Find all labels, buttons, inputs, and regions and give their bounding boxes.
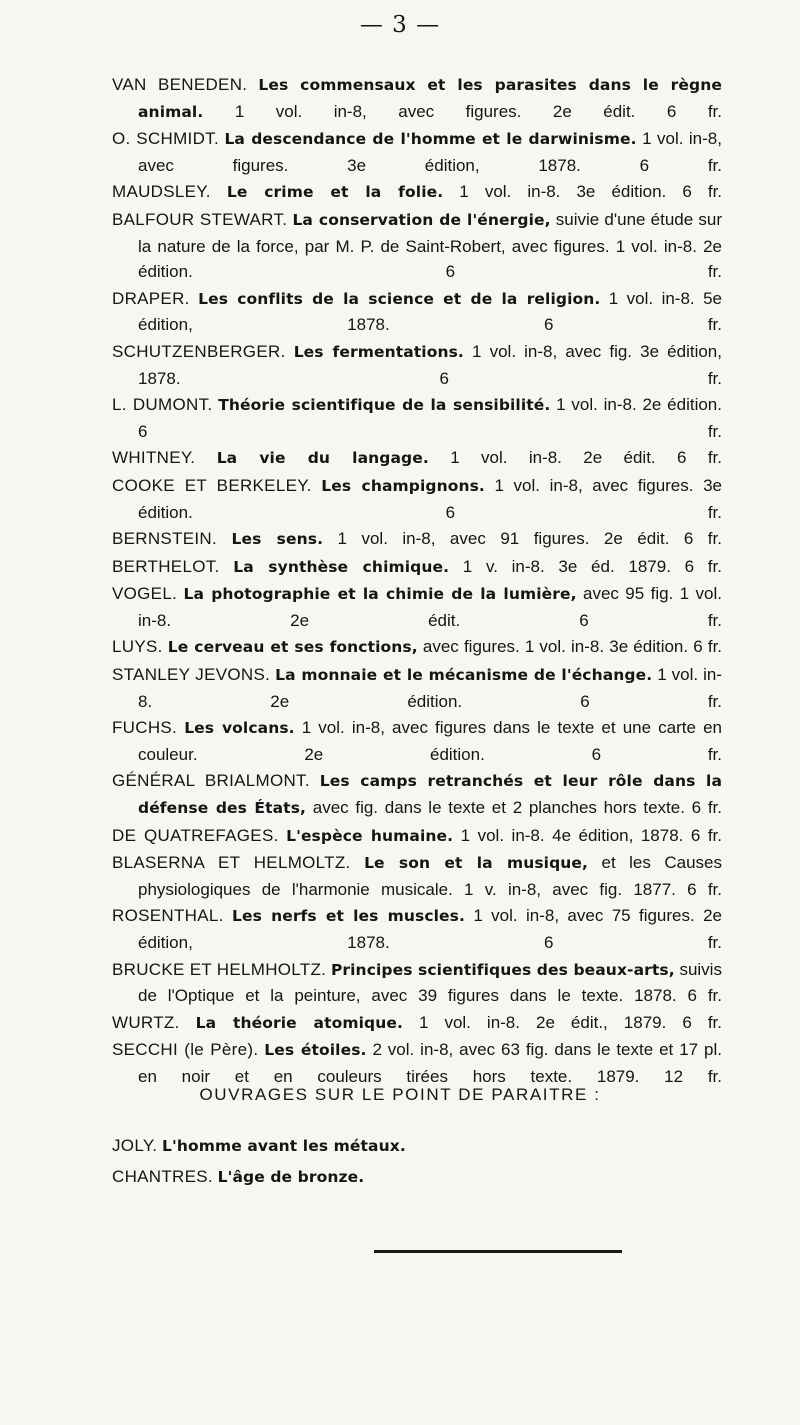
entry-author: BALFOUR STEWART.: [112, 209, 288, 229]
page-number: — 3 —: [359, 12, 441, 38]
catalog-entry: [112, 823, 722, 850]
catalog-entry: [112, 392, 722, 444]
catalog-entry: [112, 662, 722, 714]
entry-title: L'espèce humaine.: [286, 826, 454, 845]
entry-title: L'homme avant les métaux.: [162, 1137, 406, 1155]
end-rule: [374, 1250, 622, 1253]
catalog-entry: [112, 72, 722, 125]
entry-title: Les volcans.: [184, 719, 295, 738]
entry-details: 1 vol. in-8, avec 75 figures. 2e édition, 1878. 6 fr.: [138, 906, 722, 952]
catalog-entry: [112, 179, 722, 206]
entry-title: Les camps retranchés et leur rôle dans la défense des États,: [138, 772, 723, 818]
entry-author: MAUDSLEY.: [112, 182, 211, 202]
entry-author: VAN BENEDEN.: [112, 75, 248, 94]
entry-details: 1 vol. in-8, avec figures dans le texte et une carte en couleur. 2e édition. 6 fr.: [138, 718, 722, 764]
entry-title: La photographie et la chimie de la lumière,: [183, 585, 577, 604]
catalog-entry: [112, 473, 722, 525]
forthcoming-entry: [112, 1133, 722, 1160]
entry-author: LUYS.: [112, 637, 163, 657]
entry-author: WHITNEY.: [112, 448, 196, 468]
forthcoming-list: [112, 1133, 722, 1194]
entry-title: La synthèse chimique.: [233, 557, 450, 576]
entry-details: 1 vol. in-8. 2e édit. 6 fr.: [450, 448, 722, 468]
entry-details: 1 vol. in-8, avec figures. 3e édition. 6 fr.: [138, 475, 722, 522]
entry-title: Les sens.: [231, 530, 324, 549]
entry-title: Le cerveau et ses fonctions,: [167, 638, 418, 657]
entry-author: L. DUMONT.: [112, 395, 213, 415]
entry-details: 1 vol. in-8. 2e édit., 1879. 6 fr.: [418, 1012, 722, 1032]
catalog-entry: [112, 554, 722, 581]
entry-title: Les fermentations.: [293, 342, 464, 361]
catalog-entry: [112, 903, 722, 955]
entry-author: FUCHS.: [112, 718, 178, 738]
entry-title: La monnaie et le mécanisme de l'échange.: [275, 666, 653, 685]
entry-title: Les conflits de la science et de la religion.: [198, 289, 601, 308]
entry-details: 1 vol. in-8. 4e édition, 1878. 6 fr.: [460, 825, 723, 845]
entry-title: Le crime et la folie.: [226, 183, 444, 202]
catalog-entry: [112, 850, 722, 902]
entry-title: Les champignons.: [321, 476, 485, 495]
entry-title: La conservation de l'énergie,: [292, 210, 551, 229]
entry-details: 1 vol. in-8. 5e édition, 1878. 6 fr.: [138, 288, 722, 335]
entry-author: COOKE ET BERKELEY.: [112, 475, 312, 495]
catalog-entry: [112, 634, 722, 661]
entry-details: suivis de l'Optique et la peinture, avec 39 figures dans le texte. 1878. 6 fr.: [138, 959, 722, 1006]
entry-details: 1 vol. in-8, avec 91 figures. 2e édit. 6 fr.: [337, 529, 722, 549]
catalog-entry: [112, 957, 722, 1009]
entry-title: Les commensaux et les parasites dans le règne animal.: [138, 76, 722, 121]
entry-details: 1 vol. in-8, avec figures. 2e édit. 6 fr.: [234, 101, 722, 121]
entry-author: GÉNÉRAL BRIALMONT.: [112, 771, 310, 791]
entry-author: VOGEL.: [112, 584, 178, 604]
entry-details: 1 vol. in-8. 3e édition. 6 fr.: [459, 182, 723, 202]
entry-author: BLASERNA ET HELMOLTZ.: [112, 853, 351, 873]
entry-author: CHANTRES.: [112, 1166, 213, 1186]
catalog-entry: [112, 126, 722, 178]
entry-details: et les Causes physiologiques de l'harmonie musicale. 1 v. in-8, avec fig. 1877. 6 fr.: [138, 853, 722, 899]
entry-title: Les nerfs et les muscles.: [232, 907, 465, 926]
entry-author: BERTHELOT.: [112, 556, 220, 576]
catalog-entry: [112, 207, 722, 285]
catalog-entry: [112, 445, 722, 472]
entry-title: La théorie atomique.: [195, 1013, 403, 1032]
entry-details: 1 vol. in-8. 2e édition. 6 fr.: [138, 395, 722, 441]
entry-author: STANLEY JEVONS.: [112, 665, 271, 685]
catalog-entry: [112, 339, 722, 391]
catalog-entry: [112, 526, 722, 553]
forthcoming-heading: OUVRAGES SUR LE POINT DE PARAITRE :: [199, 1085, 601, 1104]
entry-details: 1 vol. in-8, avec fig. 3e édition, 1878. 6 fr.: [138, 341, 722, 388]
entry-author: BERNSTEIN.: [112, 529, 218, 549]
entry-author: DRAPER.: [112, 288, 190, 308]
entry-title: L'âge de bronze.: [217, 1167, 365, 1186]
catalog-list: [112, 72, 722, 1091]
entry-author: ROSENTHAL.: [112, 906, 224, 926]
entry-details: 1 v. in-8. 3e éd. 1879. 6 fr.: [462, 556, 722, 576]
entry-details: 2 vol. in-8, avec 63 fig. dans le texte et 17 pl. en noir et en couleurs tirées hors texte. 1879. 12 fr.: [138, 1040, 722, 1086]
catalog-entry: [112, 715, 722, 767]
forthcoming-entry: [112, 1164, 722, 1191]
entry-title: Principes scientifiques des beaux-arts,: [330, 960, 675, 979]
entry-details: suivie d'une étude sur la nature de la force, par M. P. de Saint-Robert, avec figures. 1 vol. in-8. 2e édition. 6 fr.: [138, 209, 722, 282]
catalog-entry: [112, 768, 722, 821]
entry-author: SECCHI (le Père).: [112, 1040, 259, 1060]
entry-author: DE QUATREFAGES.: [112, 825, 279, 845]
catalog-entry: [112, 286, 722, 338]
entry-details: avec figures. 1 vol. in-8. 3e édition. 6 fr.: [422, 637, 723, 657]
entry-title: Les étoiles.: [264, 1041, 367, 1060]
catalog-entry: [112, 581, 722, 633]
catalog-entry: [112, 1010, 722, 1037]
entry-author: JOLY.: [112, 1136, 158, 1155]
entry-details: avec 95 fig. 1 vol. in-8. 2e édit. 6 fr.: [138, 584, 722, 630]
entry-author: BRUCKE ET HELMHOLTZ.: [112, 959, 327, 979]
entry-title: La vie du langage.: [216, 449, 429, 468]
entry-details: 1 vol. in-8. 2e édition. 6 fr.: [138, 665, 722, 711]
entry-author: WURTZ.: [112, 1012, 180, 1032]
entry-details: 1 vol. in-8, avec figures. 3e édition, 1878. 6 fr.: [138, 129, 722, 175]
entry-title: La descendance de l'homme et le darwinisme.: [224, 130, 637, 149]
entry-title: Théorie scientifique de la sensibilité.: [218, 396, 551, 415]
catalog-entry: [112, 1037, 722, 1089]
entry-details: avec fig. dans le texte et 2 planches hors texte. 6 fr.: [312, 798, 722, 818]
entry-title: Le son et la musique,: [364, 854, 589, 873]
entry-author: O. SCHMIDT.: [112, 129, 219, 149]
entry-author: SCHUTZENBERGER.: [112, 341, 286, 361]
